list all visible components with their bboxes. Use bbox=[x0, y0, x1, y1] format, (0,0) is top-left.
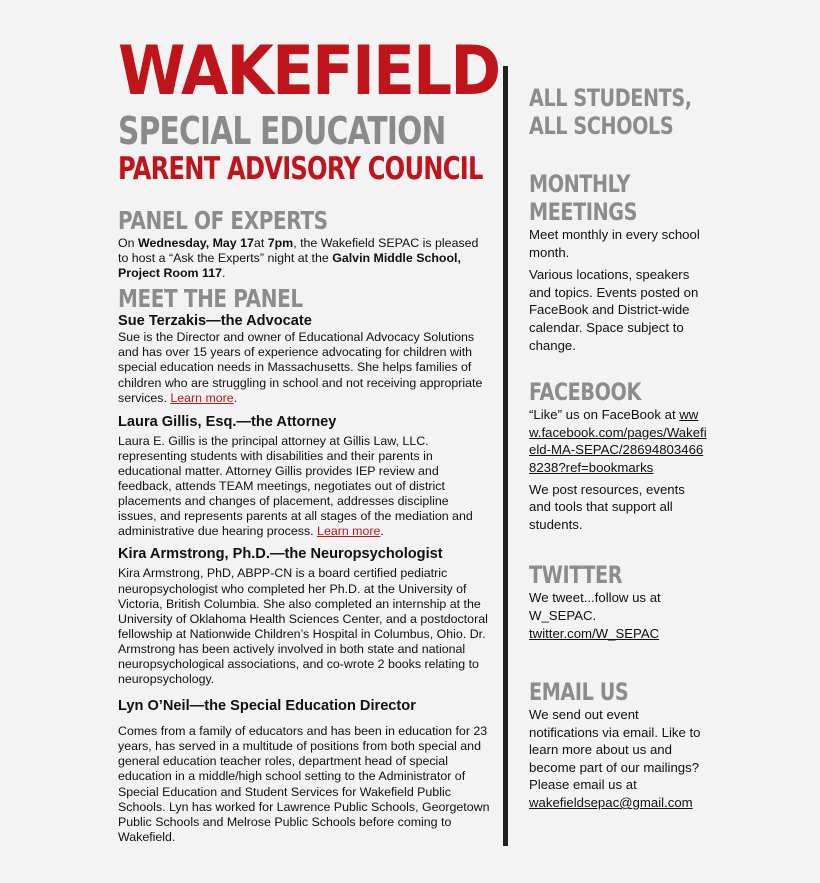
monthly-heading-line1: MONTHLY bbox=[529, 170, 631, 198]
facebook-link[interactable]: www.facebook.com/pages/Wakefield-MA-SEPAC/286948034668238?ref=bookmarks bbox=[529, 407, 707, 475]
facebook-description: We post resources, events and tools that support all students. bbox=[529, 481, 685, 532]
person-bio bbox=[118, 434, 490, 540]
person-name: Sue Terzakis—the Advocate bbox=[118, 313, 312, 330]
bio-text: Sue is the Director and owner of Educational Advocacy Solutions and has over 15 years of experience advocating for children with special education needs in Massachusetts. She helps families of children who are struggling in school and not receiving appropriate services. bbox=[118, 330, 483, 405]
sidebar bbox=[529, 84, 709, 812]
email-heading: EMAIL US bbox=[529, 678, 629, 707]
intro-time: 7pm bbox=[267, 236, 294, 250]
learn-more-link[interactable]: Learn more bbox=[317, 524, 381, 539]
intro-on: On bbox=[118, 236, 138, 250]
main-column bbox=[118, 32, 500, 845]
facebook-text bbox=[529, 406, 709, 476]
person-advocate bbox=[118, 312, 490, 405]
monthly-heading-line2: MEETINGS bbox=[529, 198, 638, 226]
masthead-subtitle: SPECIAL EDUCATION bbox=[118, 109, 446, 153]
intro-date: Wednesday, May 17 bbox=[137, 236, 254, 250]
intro-at: at bbox=[253, 236, 268, 250]
meet-heading: MEET THE PANEL bbox=[118, 284, 303, 314]
person-neuropsychologist bbox=[118, 545, 490, 687]
bio-text: Laura E. Gillis is the principal attorney at Gillis Law, LLC. representing students with disabilities and their parents in educational matter. Attorney Gillis provides IEP review and feedback, attends TEAM meetings, negotiates out of district placements and changes of placement, addresses discipline issues, and represents parents at all stages of the mediation and administrative due hearing process. bbox=[118, 433, 473, 539]
panel-heading: PANEL OF EXPERTS bbox=[118, 206, 328, 235]
person-bio: Kira Armstrong, PhD, ABPP-CN is a board certified pediatric neuropsychologist who completed her Ph.D. at the University of Victoria, British Columbia. She also completed an internship at the University of Oklahoma Health Sciences Center, and a postdoctoral fellowship at Nationwide Children’s Hospital in Columbus, Ohio. Dr. Armstrong has been actively involved in both state and national neuropsychological associations, and co-wrote 2 books relating to neuropsychology. bbox=[118, 566, 488, 687]
twitter-heading: TWITTER bbox=[529, 561, 623, 590]
column-divider bbox=[503, 66, 508, 846]
twitter-prompt: We tweet...follow us at W_SEPAC. bbox=[529, 590, 661, 623]
tagline-line1: ALL STUDENTS, bbox=[529, 84, 692, 112]
intro-end: . bbox=[221, 266, 226, 281]
email-text bbox=[529, 706, 709, 812]
learn-more-link[interactable]: Learn more bbox=[170, 390, 234, 405]
person-name: Lyn O’Neil—the Special Education Director bbox=[118, 698, 416, 715]
person-bio bbox=[118, 330, 490, 405]
intro-mid: , the Wakefield SEPAC is pleased to host a “Ask the Experts” night at the bbox=[118, 236, 479, 266]
monthly-text-1: Meet monthly in every school month. bbox=[529, 227, 700, 260]
bio-after: . bbox=[380, 524, 384, 539]
person-director bbox=[118, 697, 490, 845]
person-bio: Comes from a family of educators and has been in education for 23 years, has served in a multitude of positions from both special and general education teacher roles, department head of special education in a middle/high school setting to the Administrator of Special Education and Student Services for Wakefield Public Schools. Lyn has worked for Lawrence Public Schools, Georgetown Public Schools and Melrose Public Schools before coming to Wakefield. bbox=[118, 724, 490, 844]
facebook-prompt: “Like” us on FaceBook at bbox=[529, 407, 680, 423]
monthly-text-2: Various locations, speakers and topics. Events posted on FaceBook and District-wide calendar. Space subject to change. bbox=[529, 267, 699, 353]
tagline-line2: ALL SCHOOLS bbox=[529, 112, 674, 140]
twitter-link[interactable]: twitter.com/W_SEPAC bbox=[529, 625, 660, 641]
person-name: Kira Armstrong, Ph.D.—the Neuropsychologist bbox=[118, 546, 443, 563]
masthead-title: WAKEFIELD bbox=[118, 32, 500, 111]
panel-intro bbox=[118, 236, 490, 281]
email-prompt: We send out event notifications via email. Like to learn more about us and become part of our mailings? Please email us at bbox=[529, 707, 701, 793]
intro-location: Galvin Middle School, Project Room 117 bbox=[118, 251, 461, 281]
email-link[interactable]: wakefieldsepac@gmail.com bbox=[529, 795, 693, 811]
masthead-council: PARENT ADVISORY COUNCIL bbox=[118, 151, 483, 187]
person-name: Laura Gillis, Esq.—the Attorney bbox=[118, 413, 337, 430]
person-attorney bbox=[118, 413, 490, 540]
twitter-text bbox=[529, 589, 709, 642]
facebook-heading: FACEBOOK bbox=[529, 378, 641, 407]
bio-after: . bbox=[233, 390, 238, 405]
